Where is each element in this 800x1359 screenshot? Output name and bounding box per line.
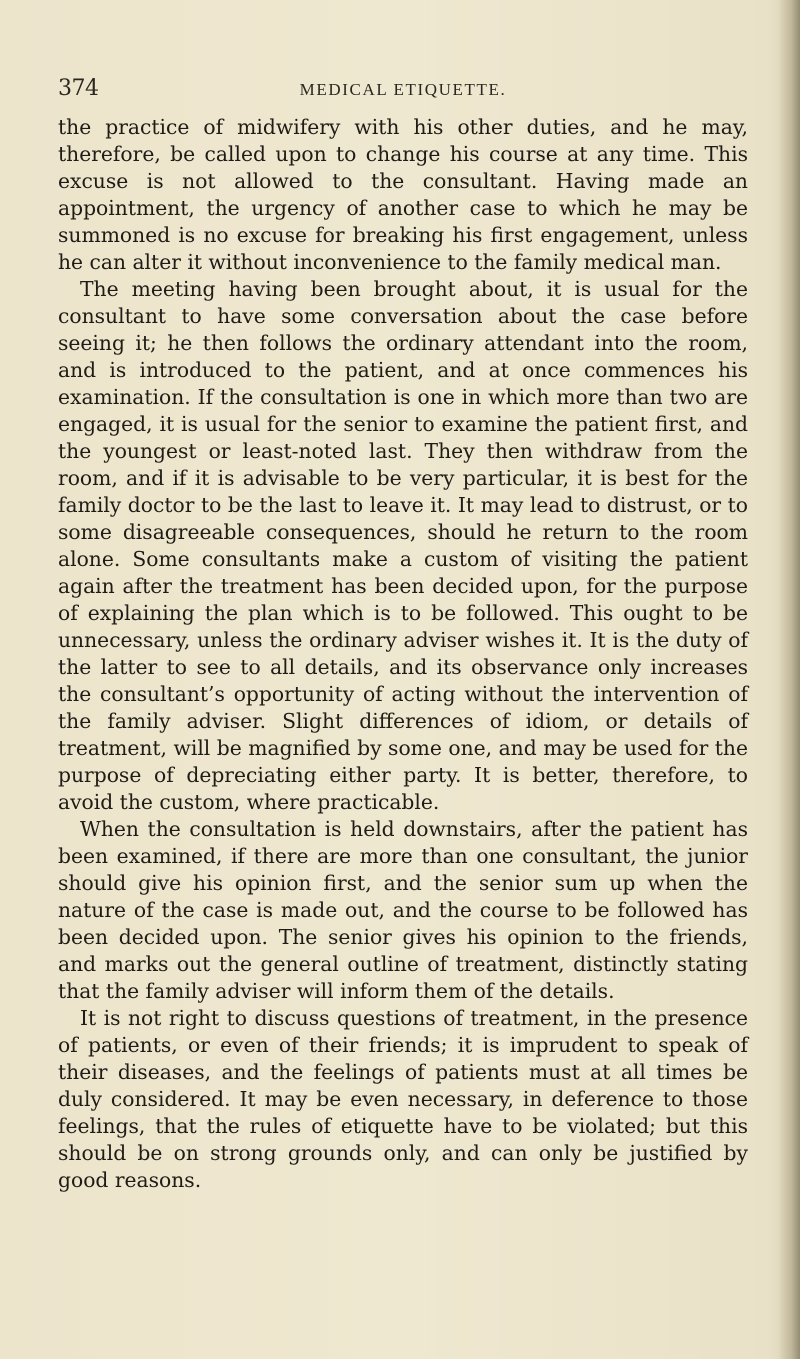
running-title: MEDICAL ETIQUETTE. bbox=[299, 80, 507, 99]
paragraph: When the consultation is held downstairs, after the patient has been examined, if there are more than one consultant, the junior should give his opinion first, and the senior sum up when the nature of the case is made out, and the course to be followed has been decided upon. The senior gives his opinion to the friends, and marks out the general outline of treatment, distinctly stating that the family adviser will inform them of the details. bbox=[58, 817, 748, 1003]
page-header bbox=[58, 76, 748, 106]
page-edge-shadow bbox=[778, 0, 800, 1359]
body-text bbox=[58, 114, 748, 1194]
paragraph: It is not right to discuss questions of treatment, in the presence of patients, or even of their friends; it is imprudent to speak of their diseases, and the feelings of patients must at all times be duly considered. It may be even necessary, in deference to those feelings, that the rules of etiquette have to be violated; but this should be on strong grounds only, and can only be justified by good reasons. bbox=[58, 1006, 748, 1192]
paragraph: The meeting having been brought about, it is usual for the consultant to have some conversation about the case before seeing it; he then follows the ordinary attendant into the room, and is introduced to the patient, and at once commences his examination. If the consultation is one in which more than two are engaged, it is usual for the senior to examine the patient first, and the youngest or least-noted last. They then withdraw from the room, and if it is advisable to be very particular, it is best for the family doctor to be the last to leave it. It may lead to distrust, or to some disagreeable consequences, should he return to the room alone. Some consultants make a custom of visiting the patient again after the treatment has been decided upon, for the purpose of explaining the plan which is to be followed. This ought to be unnecessary, unless the ordinary adviser wishes it. It is the duty of the latter to see to all details, and its observance only increases the consultant’s opportunity of acting without the intervention of the family adviser. Slight differences of idiom, or details of treatment, will be magnified by some one, and may be used for the purpose of depreciating either party. It is better, therefore, to avoid the custom, where practicable. bbox=[58, 277, 748, 814]
page-number: 374 bbox=[58, 76, 99, 101]
paragraph-continued: the practice of midwifery with his other duties, and he may, therefore, be called upon to change his course at any time. This excuse is not allowed to the consultant. Having made an appointment, the urgency of another case to which he may be summoned is no excuse for breaking his first engagement, unless he can alter it without inconvenience to the family medical man. bbox=[58, 115, 748, 274]
